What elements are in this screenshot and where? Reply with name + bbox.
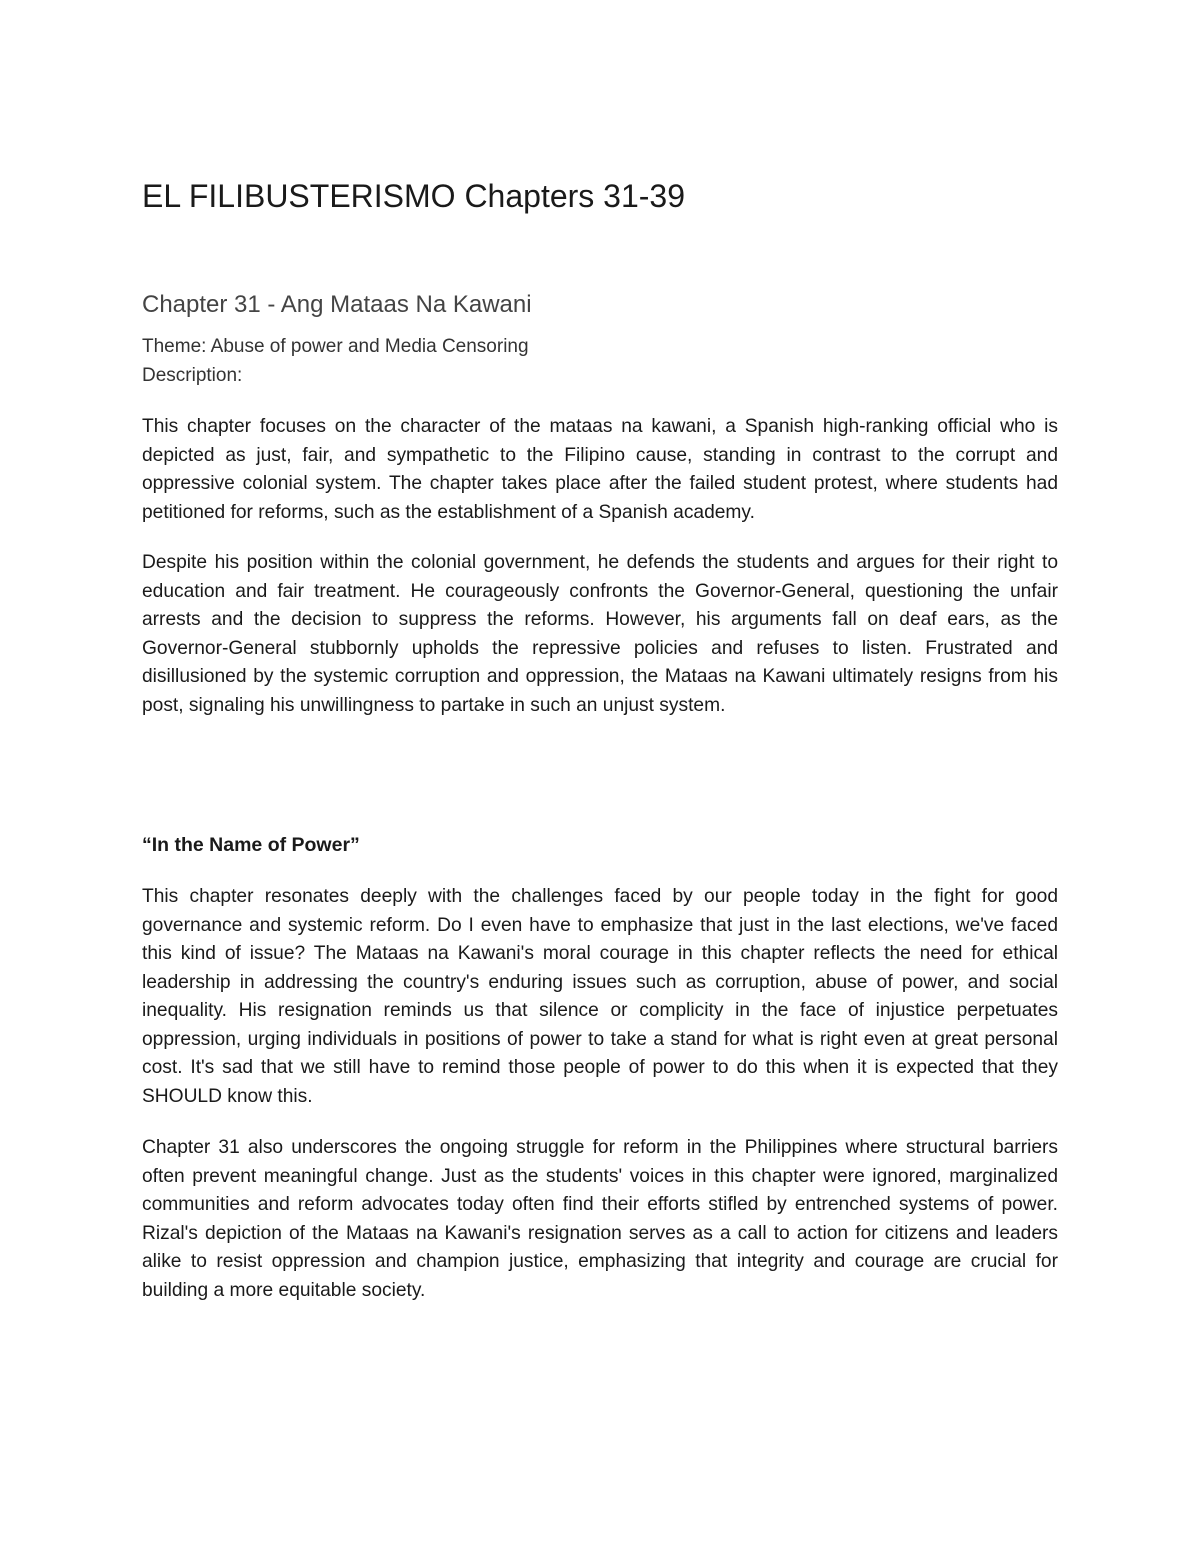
description-paragraph: Despite his position within the colonial government, he defends the students and argues for their right to education and fair treatment. He courageously confronts the Governor-General, questioning the unfair arrests and the decision to suppress the reforms. However, his arguments fall on deaf ears, as the Governor-General stubbornly upholds the repressive policies and refuses to listen. Frustrated and disillusioned by the systemic corruption and oppression, the Mataas na Kawani ultimately resigns from his post, signaling his unwillingness to partake in such an unjust system. xyxy=(142,552,1058,716)
reflection-title: “In the Name of Power” xyxy=(142,834,360,856)
description-paragraph: This chapter focuses on the character of the mataas na kawani, a Spanish high-ranking official who is depicted as just, fair, and sympathetic to the Filipino cause, standing in contrast to the corrupt and oppressive colonial system. The chapter takes place after the failed student protest, where students had petitioned for reforms, such as the establishment of a Spanish academy. xyxy=(142,416,1058,523)
reflection-paragraph: Chapter 31 also underscores the ongoing struggle for reform in the Philippines where structural barriers often prevent meaningful change. Just as the students' voices in this chapter were ignored, marginalized communities and reform advocates today often find their efforts stifled by entrenched systems of power. Rizal's depiction of the Mataas na Kawani's resignation serves as a call to action for citizens and leaders alike to resist oppression and champion justice, emphasizing that integrity and courage are crucial for building a more equitable society. xyxy=(142,1137,1058,1301)
chapter-meta xyxy=(142,333,1058,390)
chapter-heading: Chapter 31 - Ang Mataas Na Kawani xyxy=(142,291,532,318)
theme-line: Theme: Abuse of power and Media Censoring xyxy=(142,336,529,357)
reflection-paragraph: This chapter resonates deeply with the challenges faced by our people today in the fight for good governance and systemic reform. Do I even have to emphasize that just in the last elections, we've faced this kind of issue? The Mataas na Kawani's moral courage in this chapter reflects the need for ethical leadership in addressing the country's enduring issues such as corruption, abuse of power, and social inequality. His resignation reminds us that silence or complicity in the face of injustice perpetuates oppression, urging individuals in positions of power to take a stand for what is right even at great personal cost. It's sad that we still have to remind those people of power to do this when it is expected that they SHOULD know this. xyxy=(142,886,1058,1107)
description-label: Description: xyxy=(142,364,243,386)
document-title: EL FILIBUSTERISMO Chapters 31-39 xyxy=(142,178,686,214)
